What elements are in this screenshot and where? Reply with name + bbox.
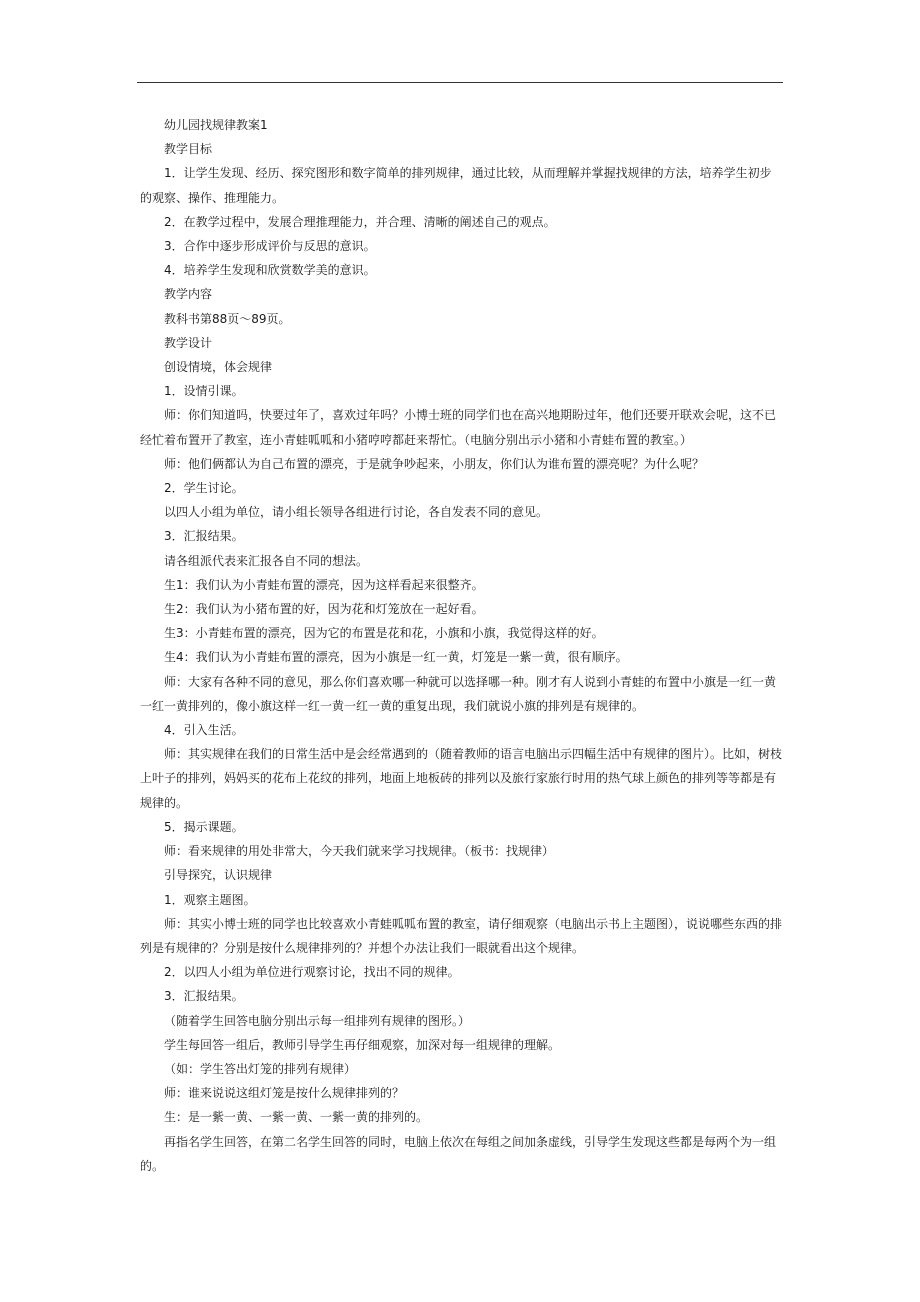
paragraph: （随着学生回答电脑分别出示每一组排列有规律的图形。）	[164, 1013, 471, 1028]
paragraph: 4．培养学生发现和欣赏数学美的意识。	[164, 263, 376, 278]
paragraph: 3．合作中逐步形成评价与反思的意识。	[164, 239, 376, 254]
paragraph: 1．设情引课。	[164, 384, 244, 399]
paragraph: 师：大家有各种不同的意见，那么你们喜欢哪一种就可以选择哪一种。刚才有人说到小青蛙的布置中小旗是一红一黄一红一黄排列的，像小旗这样一红一黄一红一黄的重复出现，我们就说小旗的排列是有规律的。	[140, 674, 777, 713]
paragraph: 师：其实规律在我们的日常生活中是会经常遇到的（随着教师的语言电脑出示四幅生活中有规律的图片）。比如，树枝上叶子的排列，妈妈买的花布上花纹的排列，地面上地板砖的排列以及旅行家旅行时用的热气球上颜色的排列等等都是有规律的。	[140, 747, 783, 810]
paragraph: （如：学生答出灯笼的排列有规律）	[164, 1061, 357, 1076]
paragraph: 学生每回答一组后，教师引导学生再仔细观察，加深对每一组规律的理解。	[164, 1037, 561, 1052]
paragraph: 教科书第88页～89页。	[164, 311, 291, 326]
paragraph: 引导探究，认识规律	[164, 868, 273, 883]
paragraph: 4．引入生活。	[164, 723, 244, 738]
paragraph: 师：其实小博士班的同学也比较喜欢小青蛙呱呱布置的教室，请仔细观察（电脑出示书上主题图），说说哪些东西的排列是有规律的？分别是按什么规律排列的？并想个办法让我们一眼就看出这个规律。	[140, 916, 783, 955]
paragraph: 生：是一紫一黄、一紫一黄、一紫一黄的排列的。	[164, 1110, 429, 1125]
paragraph: 1．观察主题图。	[164, 892, 256, 907]
paragraph: 生3：小青蛙布置的漂亮，因为它的布置是花和花，小旗和小旗，我觉得这样的好。	[164, 626, 604, 641]
paragraph: 师：谁来说说这组灯笼是按什么规律排列的？	[164, 1086, 405, 1101]
paragraph: 2．学生讨论。	[164, 481, 244, 496]
paragraph: 生1：我们认为小青蛙布置的漂亮，因为这样看起来很整齐。	[164, 577, 484, 592]
paragraph: 请各组派代表来汇报各自不同的想法。	[164, 553, 369, 568]
paragraph: 1．让学生发现、经历、探究图形和数字简单的排列规律，通过比较，从而理解并掌握找规律的方法，培养学生初步的观察、操作、推理能力。	[140, 166, 772, 205]
paragraph: 2．以四人小组为单位进行观察讨论，找出不同的规律。	[164, 965, 460, 980]
document-body	[140, 113, 783, 1178]
paragraph: 师：他们俩都认为自己布置的漂亮，于是就争吵起来，小朋友，你们认为谁布置的漂亮呢？为什么呢？	[164, 456, 705, 471]
document-title: 幼儿园找规律教案1	[164, 118, 268, 132]
paragraph: 教学内容	[164, 287, 213, 302]
paragraph: 创设情境，体会规律	[164, 360, 273, 375]
paragraph: 教学设计	[164, 335, 213, 350]
paragraph: 5．揭示课题。	[164, 819, 244, 834]
paragraph: 2．在教学过程中，发展合理推理能力，并合理、清晰的阐述自己的观点。	[164, 214, 556, 229]
paragraph: 3．汇报结果。	[164, 989, 244, 1004]
paragraph: 生4：我们认为小青蛙布置的漂亮，因为小旗是一红一黄，灯笼是一紫一黄，很有顺序。	[164, 650, 628, 665]
paragraph: 生2：我们认为小猪布置的好，因为花和灯笼放在一起好看。	[164, 602, 484, 617]
paragraph: 师：你们知道吗，快要过年了，喜欢过年吗？小博士班的同学们也在高兴地期盼过年，他们还要开联欢会呢，这不已经忙着布置开了教室，连小青蛙呱呱和小猪哼哼都赶来帮忙。（电脑分别出示小猪和小青蛙布置的教室。）	[140, 408, 777, 447]
paragraph: 以四人小组为单位，请小组长领导各组进行讨论，各自发表不同的意见。	[164, 505, 549, 520]
paragraph: 3．汇报结果。	[164, 529, 244, 544]
paragraph: 师：看来规律的用处非常大，今天我们就来学习找规律。（板书：找规律）	[164, 844, 555, 859]
header-rule	[137, 82, 783, 83]
paragraph: 教学目标	[164, 142, 213, 157]
paragraph: 再指名学生回答，在第二名学生回答的同时，电脑上依次在每组之间加条虚线，引导学生发现这些都是每两个为一组的。	[140, 1134, 777, 1173]
